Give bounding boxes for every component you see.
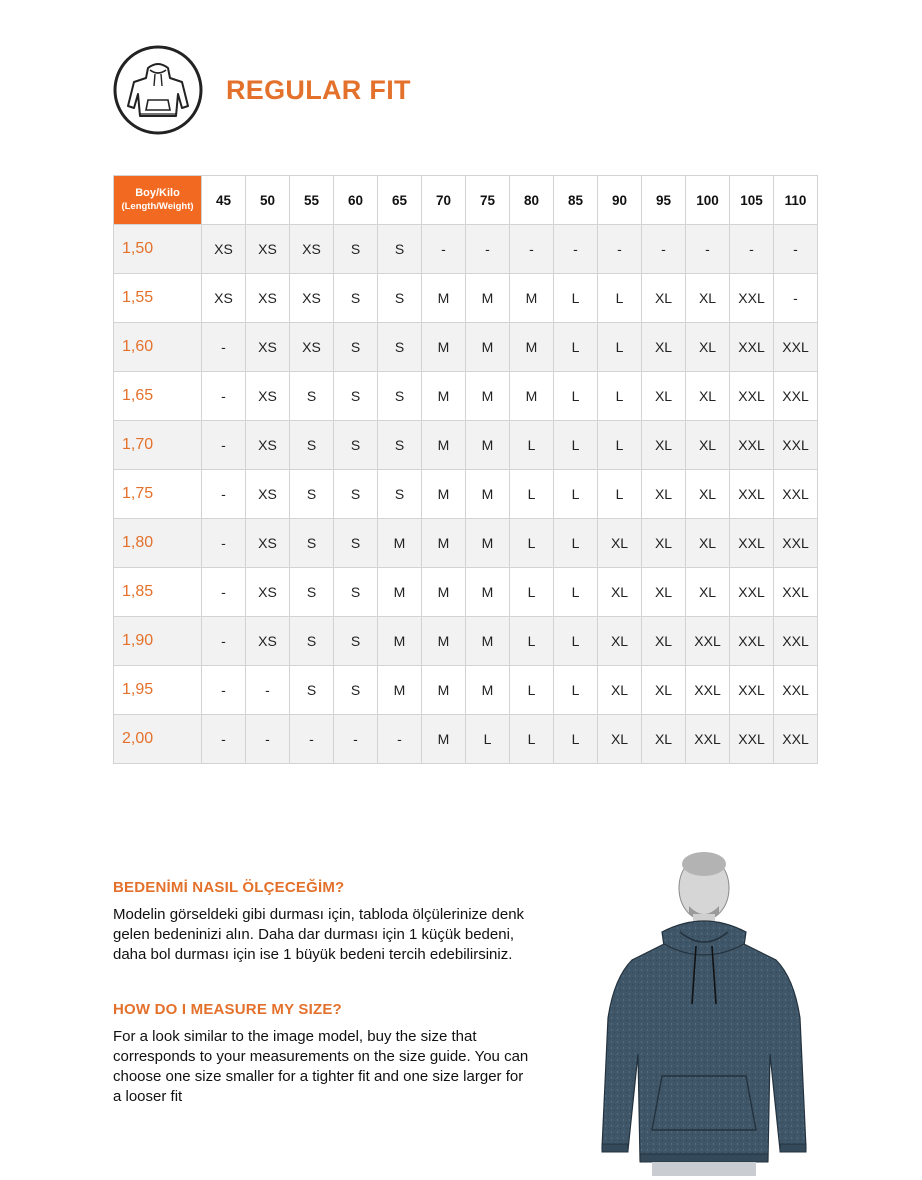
weight-header-70: 70 xyxy=(422,176,466,225)
size-cell: M xyxy=(378,666,422,715)
size-cell: M xyxy=(422,470,466,519)
height-label: 1,50 xyxy=(114,225,202,274)
size-cell: L xyxy=(554,470,598,519)
size-cell: - xyxy=(202,323,246,372)
size-cell: - xyxy=(686,225,730,274)
size-cell: XL xyxy=(642,568,686,617)
size-cell: XXL xyxy=(774,519,818,568)
size-cell: XL xyxy=(598,715,642,764)
table-row xyxy=(114,225,818,274)
size-cell: M xyxy=(378,519,422,568)
model-hoodie-image xyxy=(592,848,816,1176)
size-cell: XL xyxy=(598,519,642,568)
height-label: 1,85 xyxy=(114,568,202,617)
size-cell: M xyxy=(466,666,510,715)
size-cell: L xyxy=(510,617,554,666)
size-cell: M xyxy=(422,372,466,421)
size-cell: - xyxy=(202,421,246,470)
size-cell: S xyxy=(290,470,334,519)
height-label: 1,75 xyxy=(114,470,202,519)
size-cell: XXL xyxy=(730,715,774,764)
size-cell: XS xyxy=(246,421,290,470)
size-cell: L xyxy=(554,666,598,715)
size-cell: XXL xyxy=(730,568,774,617)
size-cell: XS xyxy=(246,274,290,323)
size-cell: L xyxy=(598,470,642,519)
size-cell: XXL xyxy=(774,421,818,470)
table-row xyxy=(114,372,818,421)
table-row xyxy=(114,519,818,568)
corner-sub-label: (Length/Weight) xyxy=(121,201,194,212)
size-cell: XXL xyxy=(686,617,730,666)
table-body xyxy=(114,225,818,764)
corner-label: Boy/Kilo xyxy=(135,187,180,199)
english-line: For a look similar to the image model, buy the size that xyxy=(113,1028,477,1045)
size-cell: - xyxy=(466,225,510,274)
size-cell: XXL xyxy=(774,617,818,666)
size-cell: M xyxy=(466,470,510,519)
size-cell: M xyxy=(378,617,422,666)
height-label: 1,90 xyxy=(114,617,202,666)
turkish-line: Modelin görseldeki gibi durması için, tabloda ölçülerinize denk xyxy=(113,906,525,923)
size-cell: XXL xyxy=(730,470,774,519)
size-cell: L xyxy=(554,617,598,666)
size-cell: L xyxy=(510,470,554,519)
hoodie-icon xyxy=(112,44,204,136)
size-cell: M xyxy=(466,323,510,372)
size-cell: M xyxy=(466,274,510,323)
size-cell: M xyxy=(466,568,510,617)
size-cell: XL xyxy=(686,470,730,519)
size-cell: S xyxy=(290,372,334,421)
weight-header-90: 90 xyxy=(598,176,642,225)
size-cell: XL xyxy=(686,372,730,421)
english-section xyxy=(113,1001,583,1107)
size-cell: M xyxy=(422,519,466,568)
turkish-text xyxy=(113,905,583,965)
size-cell: M xyxy=(422,617,466,666)
size-cell: XL xyxy=(642,274,686,323)
size-cell: L xyxy=(598,274,642,323)
size-cell: XL xyxy=(642,666,686,715)
size-cell: XL xyxy=(598,568,642,617)
size-cell: M xyxy=(510,274,554,323)
size-cell: - xyxy=(246,715,290,764)
size-cell: L xyxy=(598,323,642,372)
size-cell: S xyxy=(290,519,334,568)
size-cell: S xyxy=(334,274,378,323)
weight-header-75: 75 xyxy=(466,176,510,225)
size-cell: - xyxy=(202,372,246,421)
size-cell: XXL xyxy=(774,666,818,715)
turkish-heading: BEDENİMİ NASIL ÖLÇECEĞİM? xyxy=(113,879,345,896)
size-cell: S xyxy=(290,421,334,470)
size-cell: S xyxy=(378,421,422,470)
size-cell: XXL xyxy=(730,666,774,715)
size-cell: XXL xyxy=(774,715,818,764)
size-cell: M xyxy=(422,666,466,715)
table-row xyxy=(114,470,818,519)
size-cell: XXL xyxy=(774,372,818,421)
size-cell: XXL xyxy=(730,421,774,470)
size-cell: M xyxy=(466,519,510,568)
size-cell: - xyxy=(774,225,818,274)
size-cell: XS xyxy=(246,372,290,421)
size-cell: XL xyxy=(642,617,686,666)
size-cell: L xyxy=(554,274,598,323)
size-cell: M xyxy=(378,568,422,617)
size-cell: XS xyxy=(290,225,334,274)
table-row xyxy=(114,568,818,617)
size-cell: M xyxy=(422,715,466,764)
size-cell: L xyxy=(598,372,642,421)
size-cell: XXL xyxy=(730,274,774,323)
size-cell: S xyxy=(290,568,334,617)
size-cell: M xyxy=(422,274,466,323)
size-cell: XS xyxy=(246,470,290,519)
size-cell: S xyxy=(334,372,378,421)
weight-header-55: 55 xyxy=(290,176,334,225)
weight-header-65: 65 xyxy=(378,176,422,225)
size-cell: XXL xyxy=(774,470,818,519)
size-cell: - xyxy=(554,225,598,274)
size-cell: L xyxy=(554,715,598,764)
size-cell: S xyxy=(334,617,378,666)
size-cell: L xyxy=(554,372,598,421)
height-label: 1,70 xyxy=(114,421,202,470)
height-label: 1,60 xyxy=(114,323,202,372)
size-cell: M xyxy=(422,323,466,372)
size-cell: XXL xyxy=(774,323,818,372)
weight-header-100: 100 xyxy=(686,176,730,225)
size-cell: - xyxy=(202,519,246,568)
size-cell: - xyxy=(202,470,246,519)
weight-header-95: 95 xyxy=(642,176,686,225)
size-cell: XXL xyxy=(686,666,730,715)
size-cell: XXL xyxy=(730,323,774,372)
height-label: 1,80 xyxy=(114,519,202,568)
table-row xyxy=(114,421,818,470)
size-cell: XL xyxy=(686,274,730,323)
english-line: choose one size smaller for a tighter fit and one size larger for xyxy=(113,1068,524,1085)
turkish-section xyxy=(113,879,583,965)
size-cell: XXL xyxy=(730,617,774,666)
size-cell: XL xyxy=(642,519,686,568)
size-cell: XS xyxy=(246,617,290,666)
size-chart-table xyxy=(113,175,818,764)
size-cell: L xyxy=(554,519,598,568)
size-cell: - xyxy=(334,715,378,764)
size-cell: XS xyxy=(246,225,290,274)
table-header-row xyxy=(114,176,818,225)
size-cell: XL xyxy=(686,519,730,568)
size-cell: M xyxy=(466,617,510,666)
size-cell: - xyxy=(202,666,246,715)
size-cell: XL xyxy=(686,568,730,617)
size-cell: L xyxy=(510,568,554,617)
table-row xyxy=(114,617,818,666)
size-cell: L xyxy=(510,519,554,568)
size-cell: XXL xyxy=(730,372,774,421)
size-cell: M xyxy=(422,421,466,470)
table-row xyxy=(114,666,818,715)
size-cell: XS xyxy=(246,568,290,617)
size-cell: XS xyxy=(290,323,334,372)
turkish-line: gelen bedeninizi alın. Daha dar durması için 1 küçük bedeni, xyxy=(113,926,515,943)
size-cell: - xyxy=(422,225,466,274)
size-cell: XS xyxy=(246,323,290,372)
size-cell: L xyxy=(554,421,598,470)
table-row xyxy=(114,715,818,764)
size-cell: L xyxy=(554,568,598,617)
english-line: a looser fit xyxy=(113,1088,183,1105)
size-cell: XS xyxy=(246,519,290,568)
english-line: corresponds to your measurements on the size guide. You can xyxy=(113,1048,529,1065)
size-cell: S xyxy=(378,372,422,421)
size-cell: - xyxy=(774,274,818,323)
size-cell: S xyxy=(378,323,422,372)
size-cell: L xyxy=(510,666,554,715)
size-cell: XXL xyxy=(774,568,818,617)
height-label: 1,55 xyxy=(114,274,202,323)
size-cell: S xyxy=(334,323,378,372)
english-heading: HOW DO I MEASURE MY SIZE? xyxy=(113,1001,342,1018)
weight-header-50: 50 xyxy=(246,176,290,225)
size-cell: M xyxy=(510,372,554,421)
weight-header-80: 80 xyxy=(510,176,554,225)
size-cell: XL xyxy=(642,323,686,372)
size-cell: S xyxy=(334,421,378,470)
size-cell: XS xyxy=(202,274,246,323)
size-cell: - xyxy=(290,715,334,764)
size-cell: L xyxy=(466,715,510,764)
weight-header-60: 60 xyxy=(334,176,378,225)
size-cell: S xyxy=(334,225,378,274)
size-cell: L xyxy=(598,421,642,470)
table-row xyxy=(114,274,818,323)
size-cell: - xyxy=(598,225,642,274)
size-cell: XS xyxy=(290,274,334,323)
size-cell: - xyxy=(202,568,246,617)
size-cell: S xyxy=(334,666,378,715)
size-cell: XL xyxy=(598,617,642,666)
size-cell: S xyxy=(378,225,422,274)
weight-header-110: 110 xyxy=(774,176,818,225)
table-row xyxy=(114,323,818,372)
size-cell: L xyxy=(510,715,554,764)
size-cell: M xyxy=(510,323,554,372)
size-cell: XL xyxy=(686,323,730,372)
size-cell: - xyxy=(730,225,774,274)
size-cell: - xyxy=(642,225,686,274)
size-cell: L xyxy=(554,323,598,372)
english-text xyxy=(113,1027,583,1107)
size-cell: - xyxy=(510,225,554,274)
size-cell: - xyxy=(202,617,246,666)
size-cell: S xyxy=(378,470,422,519)
size-cell: S xyxy=(334,519,378,568)
size-cell: XL xyxy=(642,470,686,519)
height-label: 1,95 xyxy=(114,666,202,715)
size-cell: S xyxy=(290,666,334,715)
size-cell: XL xyxy=(642,421,686,470)
height-label: 2,00 xyxy=(114,715,202,764)
size-cell: S xyxy=(378,274,422,323)
weight-header-105: 105 xyxy=(730,176,774,225)
size-cell: XL xyxy=(642,372,686,421)
size-cell: M xyxy=(466,421,510,470)
page-title: REGULAR FIT xyxy=(226,74,411,105)
weight-header-45: 45 xyxy=(202,176,246,225)
size-cell: M xyxy=(466,372,510,421)
size-cell: XXL xyxy=(686,715,730,764)
turkish-line: daha bol durması için ise 1 büyük bedeni tercih edebilirsiniz. xyxy=(113,946,513,963)
size-cell: XS xyxy=(202,225,246,274)
page-header xyxy=(112,44,411,136)
height-label: 1,65 xyxy=(114,372,202,421)
size-cell: XL xyxy=(642,715,686,764)
size-cell: XL xyxy=(686,421,730,470)
size-cell: M xyxy=(422,568,466,617)
size-cell: - xyxy=(202,715,246,764)
size-cell: - xyxy=(378,715,422,764)
corner-cell xyxy=(114,176,202,225)
weight-header-85: 85 xyxy=(554,176,598,225)
size-cell: XL xyxy=(598,666,642,715)
size-cell: S xyxy=(334,470,378,519)
size-cell: L xyxy=(510,421,554,470)
size-cell: XXL xyxy=(730,519,774,568)
size-cell: - xyxy=(246,666,290,715)
size-cell: S xyxy=(290,617,334,666)
size-cell: S xyxy=(334,568,378,617)
